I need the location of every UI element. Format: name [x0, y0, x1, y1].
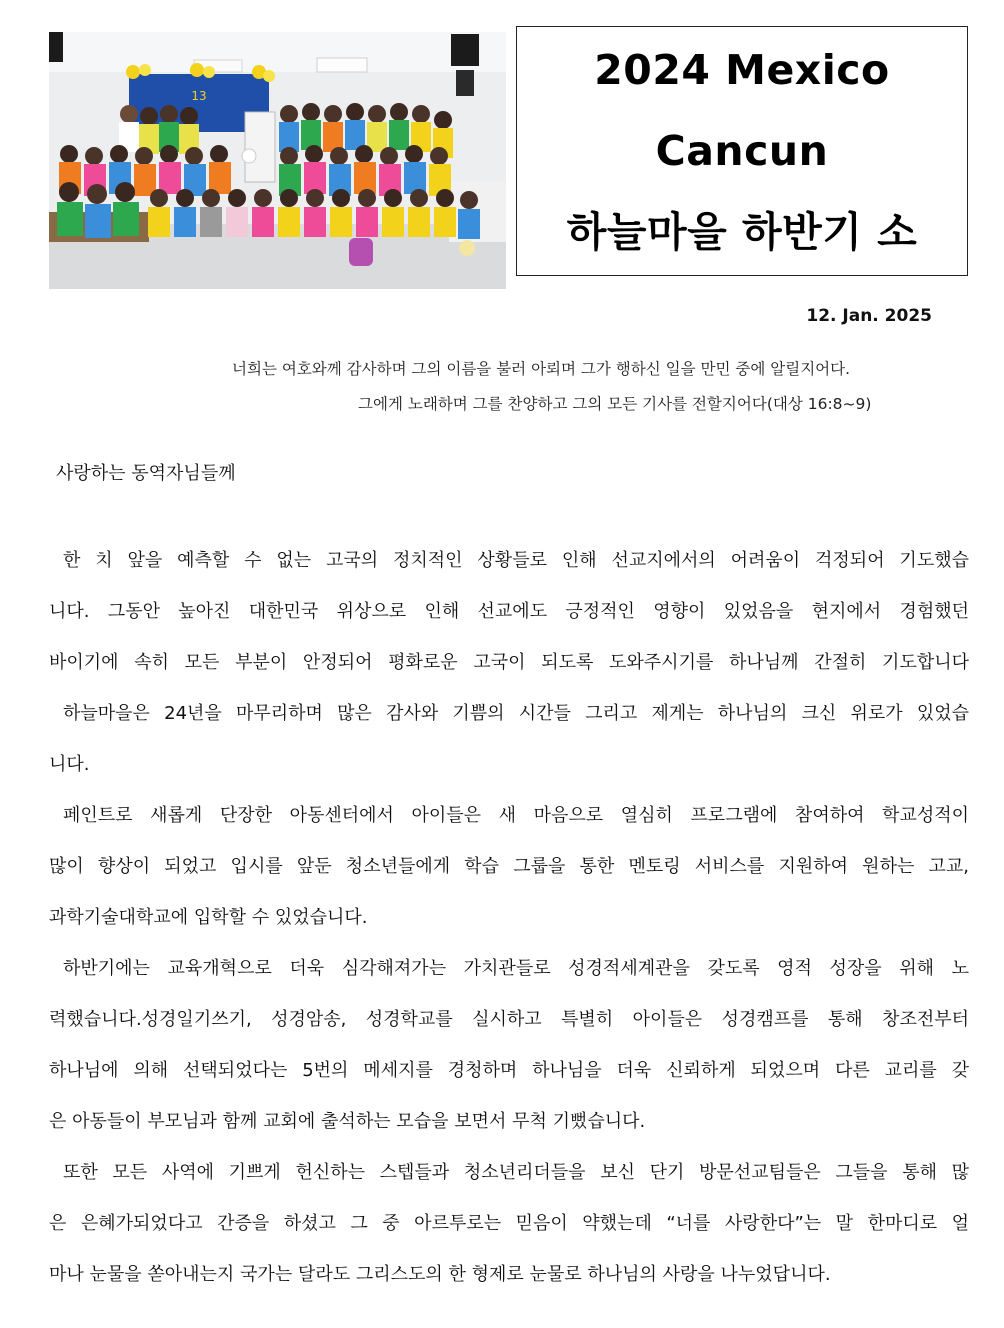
body-line: 많이 향상이 되었고 입시를 앞둔 청소년들에게 학습 그룹을 통한 멘토링 서비스를 지원하여 원하는 고교,: [49, 856, 969, 877]
letter-date: 12. Jan. 2025: [806, 306, 932, 326]
body-line: 페인트로 새롭게 단장한 아동센터에서 아이들은 새 마음으로 열심히 프로그램에 참여하여 학교성적이: [63, 805, 969, 826]
body-line: 마나 눈물을 쏟아내는지 국가는 달라도 그리스도의 한 형제로 눈물로 하나님의 사랑을 나누었답니다.: [49, 1264, 831, 1285]
letter-body: [49, 540, 969, 1305]
svg-text:13: 13: [191, 89, 207, 103]
body-line: 한 치 앞을 예측할 수 없는 고국의 정치적인 상황들로 인해 선교지에서의 어려움이 걱정되어 기도했습: [63, 550, 969, 571]
greeting: 사랑하는 동역자님들께: [56, 463, 236, 484]
body-line: 은 아동들이 부모님과 함께 교회에 출석하는 모습을 보면서 무척 기뻤습니다.: [49, 1111, 646, 1132]
body-line: 은 은혜가되었다고 간증을 하셨고 그 중 아르투로는 믿음이 약했는데 “너를 사랑한다”는 말 한마디로 얼: [49, 1213, 969, 1234]
body-line: 력했습니다.성경일기쓰기, 성경암송, 성경학교를 실시하고 특별히 아이들은 성경캠프를 통해 창조전부터: [49, 1009, 969, 1030]
body-line: 과학기술대학교에 입학할 수 있었습니다.: [49, 907, 368, 928]
body-line: 하반기에는 교육개혁으로 더욱 심각해져가는 가치관들로 성경적세계관을 갖도록 영적 성장을 위해 노: [63, 958, 969, 979]
scripture-verse-line-1: 너희는 여호와께 감사하며 그의 이름을 불러 아뢰며 그가 행하신 일을 만민 중에 알릴지어다.: [232, 360, 851, 378]
scripture-verse-line-2: 그에게 노래하며 그를 찬양하고 그의 모든 기사를 전할지어다(대상 16:8~9): [358, 395, 872, 413]
group-photo: [49, 32, 506, 289]
title-box: [516, 26, 968, 276]
body-line: 니다. 그동안 높아진 대한민국 위상으로 인해 선교에도 긍정적인 영향이 있었음을 현지에서 경험했던: [49, 601, 969, 622]
body-line: 바이기에 속히 모든 부분이 안정되어 평화로운 고국이 되도록 도와주시기를 하나님께 간절히 기도합니다: [49, 652, 969, 673]
body-line: 또한 모든 사역에 기쁘게 헌신하는 스텝들과 청소년리더들을 보신 단기 방문선교팀들은 그들을 통해 많: [63, 1162, 969, 1183]
title-line-1: 2024 Mexico: [594, 45, 890, 94]
body-line: 니다.: [49, 754, 90, 775]
title-line-2: Cancun: [655, 126, 829, 175]
body-line: 하나님에 의해 선택되었다는 5번의 메세지를 경청하며 하나님을 더욱 신뢰하게 되었으며 다른 교리를 갖: [49, 1060, 969, 1081]
body-line: 하늘마을은 24년을 마무리하며 많은 감사와 기쁨의 시간들 그리고 제게는 하나님의 크신 위로가 있었습: [63, 703, 969, 724]
title-line-3: 하늘마을 하반기 소: [566, 207, 918, 256]
group-photo-icon: [49, 32, 506, 289]
